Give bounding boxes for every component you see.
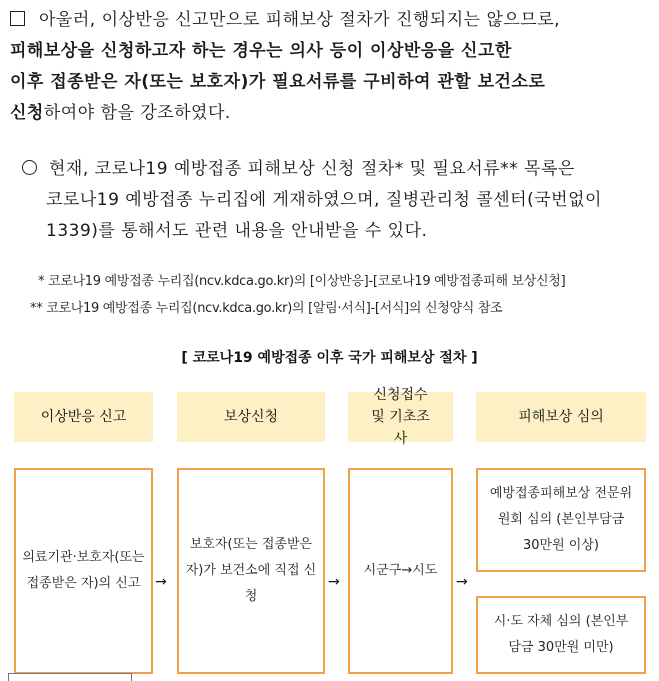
flow-arrow: → <box>155 574 167 590</box>
flow-arrow: → <box>328 574 340 590</box>
flowchart-title: [ 코로나19 예방접종 이후 국가 피해보상 절차 ] <box>181 350 478 366</box>
checkbox-bullet-icon <box>10 11 25 26</box>
emphasis-text: 신청 <box>10 103 44 123</box>
paragraph-line: 1339)를 통해서도 관련 내용을 안내받을 수 있다. <box>46 221 428 241</box>
footnote: ** 코로나19 예방접종 누리집(ncv.kdca.go.kr)의 [알림·서식]-[서식]의 신청양식 참조 <box>30 301 503 316</box>
paragraph-text: 하여야 함을 강조하였다. <box>43 103 231 123</box>
paragraph-line: 코로나19 예방접종 누리집에 게재하였으며, 질병관리청 콜센터(국번없이 <box>46 190 602 210</box>
paragraph-current-status <box>22 154 651 247</box>
paragraph-line <box>22 154 651 185</box>
flow-card-apply: 보호자(또는 접종받은 자)가 보건소에 직접 신청 <box>177 468 325 674</box>
flow-card-review-national: 예방접종피해보상 전문위원회 심의 (본인부담금 30만원 이상) <box>476 468 646 572</box>
paragraph-text: 아울러, 이상반응 신고만으로 피해보상 절차가 진행되지는 않으므로, <box>39 10 561 30</box>
next-section-edge <box>8 673 132 681</box>
flow-header-report: 이상반응 신고 <box>14 392 153 442</box>
paragraph-compensation-procedure <box>10 5 651 129</box>
flow-header-review: 피해보상 심의 <box>476 392 646 442</box>
paragraph-text: 현재, 코로나19 예방접종 피해보상 신청 절차* 및 필요서류** 목록은 <box>49 159 575 179</box>
flow-arrow: → <box>456 574 468 590</box>
flow-card-receive: 시군구→시도 <box>348 468 453 674</box>
flow-card-review-local: 시·도 자체 심의 (본인부담금 30만원 미만) <box>476 596 646 674</box>
flow-card-report: 의료기관·보호자(또는 접종받은 자)의 신고 <box>14 468 153 674</box>
paragraph-line: 이후 접종받은 자(또는 보호자)가 필요서류를 구비하여 관할 보건소로 <box>10 72 546 92</box>
circle-bullet-icon <box>22 160 37 175</box>
flow-header-receive: 신청접수 및 기초조사 <box>348 392 453 442</box>
flow-header-apply: 보상신청 <box>177 392 325 442</box>
paragraph-line: 피해보상을 신청하고자 하는 경우는 의사 등이 이상반응을 신고한 <box>10 41 512 61</box>
paragraph-line <box>10 5 651 36</box>
footnote: * 코로나19 예방접종 누리집(ncv.kdca.go.kr)의 [이상반응]-[코로나19 예방접종피해 보상신청] <box>38 274 566 289</box>
paragraph-line <box>10 98 651 129</box>
